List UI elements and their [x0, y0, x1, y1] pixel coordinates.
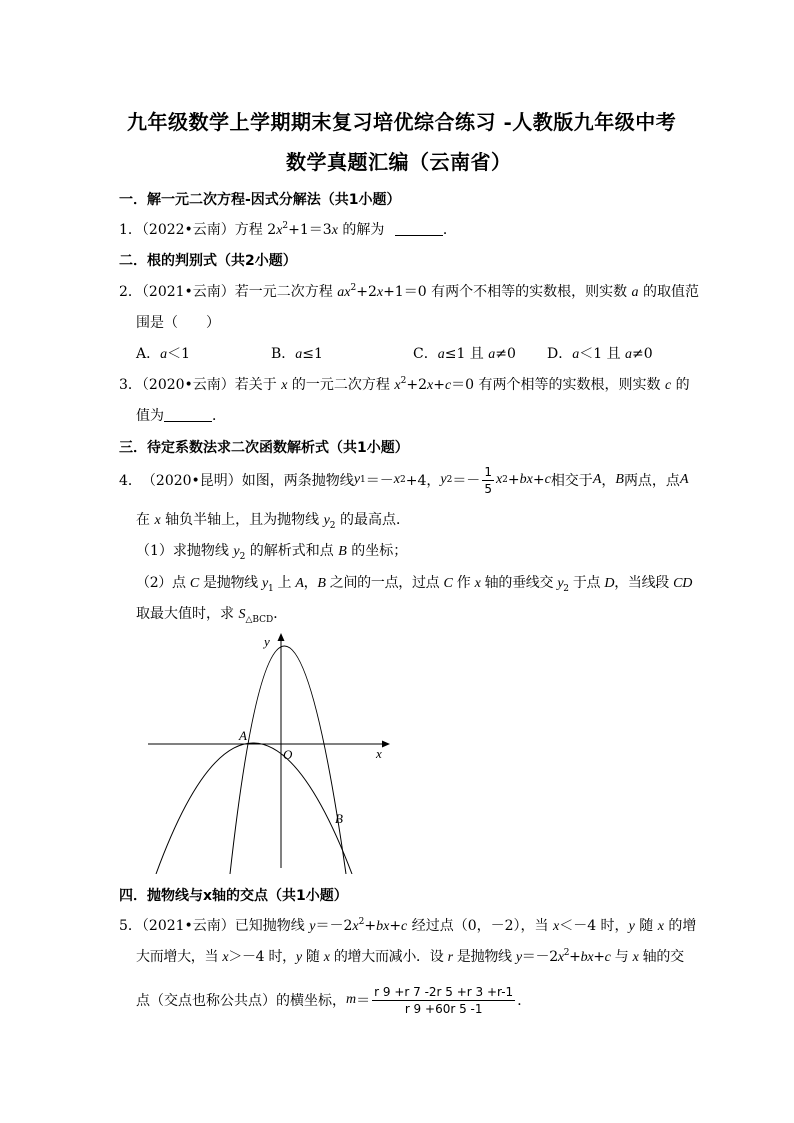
- option-b[interactable]: B．a≤1: [271, 346, 323, 362]
- option-a[interactable]: A．a＜1: [136, 346, 191, 362]
- page-title-line1: 九年级数学上学期期末复习培优综合练习 -人教版九年级中考: [127, 110, 677, 134]
- question-4-part1: （1）求抛物线 $y_2$ 的解析式和点 B 的坐标；: [136, 543, 408, 562]
- section-heading-4: 四．抛物线与x轴的交点（共1小题）: [119, 888, 348, 904]
- question-5-line2: 大而增大，当 x＞－4 时，y 随 x 的增大而减小．设 r 是抛物线 $y=-2x^2+bx+c$ 与 x 轴的交: [136, 948, 684, 965]
- option-d[interactable]: D．a＜1 且 a≠0: [547, 346, 653, 362]
- fraction-one-fifth: $\frac{1}{5}$: [484, 464, 492, 496]
- page-title-line2: 数学真题汇编（云南省）: [286, 150, 512, 174]
- question-1: 1．（2022•云南）方程 $2x^2+1=3x$ 的解为 ．: [119, 221, 457, 238]
- question-3-line2: 值为 ．: [136, 408, 226, 424]
- section-heading-2: 二．根的判别式（共2小题）: [119, 253, 297, 269]
- question-2: 2．（2021•云南）若一元二次方程 $ax^2+2x+1=0$ 有两个不相等的实数根，则实数 a 的取值范: [119, 283, 699, 300]
- question-5-line3: 点（交点也称公共点）的横坐标， m ＝ $\frac{r 9 +r 7 -2r 5 +r 3 +r-1}{r 9 +60r 5 -1}$ ．: [136, 984, 532, 1016]
- fraction-m: $\frac{r 9 +r 7 -2r 5 +r 3 +r-1}{r 9 +60r 5 -1}$: [374, 984, 514, 1016]
- origin-label: O: [283, 747, 293, 762]
- point-b-label: B: [335, 811, 343, 826]
- parabola-y2: [156, 743, 352, 874]
- section-heading-1: 一．解一元二次方程-因式分解法（共1小题）: [119, 192, 401, 208]
- answer-blank[interactable]: [164, 409, 212, 422]
- section-heading-3: 三．待定系数法求二次函数解析式（共1小题）: [119, 440, 409, 456]
- answer-blank[interactable]: [395, 223, 443, 236]
- question-5: 5．（2021•云南）已知抛物线 $y=-2x^2+bx+c$ 经过点（0，－2），当 x＜－4 时，y 随 x 的增: [119, 917, 697, 934]
- x-axis-arrow: [382, 741, 390, 748]
- question-3: 3．（2020•云南）若关于 x 的一元二次方程 $x^2+2x+c=0$ 有两个相等的实数根，则实数 c 的: [119, 376, 690, 393]
- question-4-line2: 在 x 轴负半轴上，且为抛物线 $y_2$ 的最高点．: [136, 512, 410, 531]
- option-c[interactable]: C．a≤1 且 a≠0: [413, 346, 516, 362]
- question-4: 4． （2020•昆明）如图，两条抛物线 y 1 ＝－ x 2 +4， y 2 ＝－ $\frac{1}{5}$ x 2 + b x + c 相交于 A ， B 两点，点 A: [119, 464, 689, 496]
- y-axis-arrow: [278, 633, 285, 641]
- y-axis-label: y: [264, 634, 270, 649]
- x-axis-label: x: [376, 746, 382, 761]
- point-a-label: A: [239, 728, 247, 743]
- question-2-line2: 围是（ ）: [136, 315, 220, 331]
- parabola-graph: [140, 628, 400, 874]
- question-4-line3: 取最大值时，求 $S_{\triangle BCD}$．: [136, 606, 288, 625]
- question-4-part2: （2）点 C 是抛物线 $y_1$ 上 A，B 之间的一点，过点 C 作 x 轴的垂线交 $y_2$ 于点 D，当线段 CD: [136, 575, 693, 594]
